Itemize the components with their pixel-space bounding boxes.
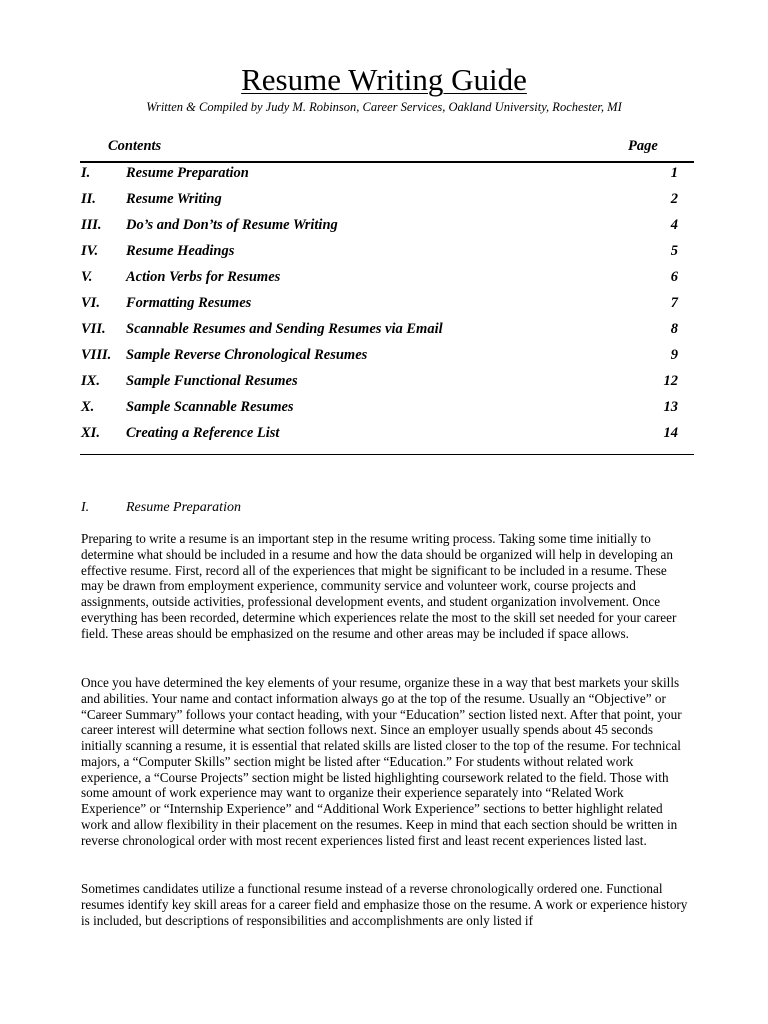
toc-title: Scannable Resumes and Sending Resumes via Email xyxy=(126,321,443,337)
toc-row xyxy=(0,319,768,345)
toc-page-number: 1 xyxy=(670,165,678,181)
toc-title: Sample Scannable Resumes xyxy=(126,399,294,415)
toc-page-heading: Page xyxy=(628,138,658,154)
toc-row xyxy=(0,189,768,215)
toc-title: Do’s and Don’ts of Resume Writing xyxy=(126,217,338,233)
toc-row xyxy=(0,345,768,371)
toc-page-number: 8 xyxy=(670,321,678,337)
paragraph: Once you have determined the key elements of your resume, organize these in a way that best markets your skills and abilities. Your name and contact information always go at the top of the resume. Usually an “Objective” or “Career Summary” follows your contact heading, with your “Education” section listed next. After that point, your career interest will determine what section follows next. Since an employer usually spends about 45 seconds initially scanning a resume, it is essential that related skills are listed closer to the top of the resume. For technical majors, a “Computer Skills” section might be listed after “Education.” For students without related work experience, a “Course Projects” section might be listed highlighting coursework related to the field. Those with some amount of work experience may want to organize their experience separately into “Related Work Experience” or “Internship Experience” and “Additional Work Experience” sections to better highlight related work and allow flexibility in their placement on the resumes. Keep in mind that each section should be written in reverse chronological order with most recent experiences listed first and least recent experiences listed last. xyxy=(81,675,682,848)
paragraph: Preparing to write a resume is an important step in the resume writing process. Taking some time initially to determine what should be included in a resume and how the data should be organized will help in developing an effective resume. First, record all of the experiences that might be significant to be included in a resume. These may be drawn from employment experience, community service and volunteer work, course projects and assignments, outside activities, professional development events, and student organization involvement. Once everything has been recorded, determine which experiences relate the most to the skill set needed for your career field. These areas should be emphasized on the resume and other areas may be included if space allows. xyxy=(81,531,677,641)
toc-page-number: 4 xyxy=(670,217,678,233)
toc-number: II. xyxy=(81,191,96,207)
toc-number: IX. xyxy=(81,373,100,389)
toc-row xyxy=(0,371,768,397)
toc-row xyxy=(0,397,768,423)
paragraph: Sometimes candidates utilize a functional resume instead of a reverse chronologically ordered one. Functional resumes identify key skill areas for a career field and emphasize those on the resume. A work or experience history is included, but descriptions of responsibilities and accomplishments are only listed if xyxy=(81,881,688,928)
toc-page-number: 5 xyxy=(670,243,678,259)
toc-bottom-rule xyxy=(80,454,694,455)
toc-number: V. xyxy=(81,269,93,285)
toc-title: Resume Headings xyxy=(126,243,235,259)
toc-number: XI. xyxy=(81,425,100,441)
toc-page-number: 12 xyxy=(663,373,678,389)
toc-page-number: 6 xyxy=(670,269,678,285)
toc-title: Resume Writing xyxy=(126,191,222,207)
toc-number: VI. xyxy=(81,295,100,311)
toc-row xyxy=(0,423,768,449)
document-title: Resume Writing Guide xyxy=(241,62,527,97)
toc-row xyxy=(0,163,768,189)
table-of-contents xyxy=(0,163,768,449)
toc-number: VII. xyxy=(81,321,106,337)
toc-contents-heading: Contents xyxy=(108,138,162,154)
toc-title: Formatting Resumes xyxy=(126,295,252,311)
toc-row xyxy=(0,267,768,293)
toc-title: Action Verbs for Resumes xyxy=(126,269,281,285)
toc-number: VIII. xyxy=(81,347,112,363)
document-subtitle: Written & Compiled by Judy M. Robinson, Career Services, Oakland University, Rochester, MI xyxy=(146,100,622,114)
toc-page-number: 2 xyxy=(670,191,678,207)
toc-row xyxy=(0,293,768,319)
toc-row xyxy=(0,215,768,241)
toc-page-number: 13 xyxy=(663,399,678,415)
section-title: Resume Preparation xyxy=(126,500,241,515)
toc-page-number: 9 xyxy=(670,347,678,363)
toc-number: III. xyxy=(81,217,102,233)
toc-title: Sample Functional Resumes xyxy=(126,373,298,389)
toc-page-number: 7 xyxy=(670,295,678,311)
toc-row xyxy=(0,241,768,267)
section-number: I. xyxy=(81,500,90,515)
toc-title: Sample Reverse Chronological Resumes xyxy=(126,347,368,363)
toc-number: I. xyxy=(81,165,91,181)
toc-title: Resume Preparation xyxy=(126,165,249,181)
toc-page-number: 14 xyxy=(663,425,678,441)
toc-number: X. xyxy=(81,399,95,415)
toc-number: IV. xyxy=(81,243,99,259)
toc-title: Creating a Reference List xyxy=(126,425,280,441)
